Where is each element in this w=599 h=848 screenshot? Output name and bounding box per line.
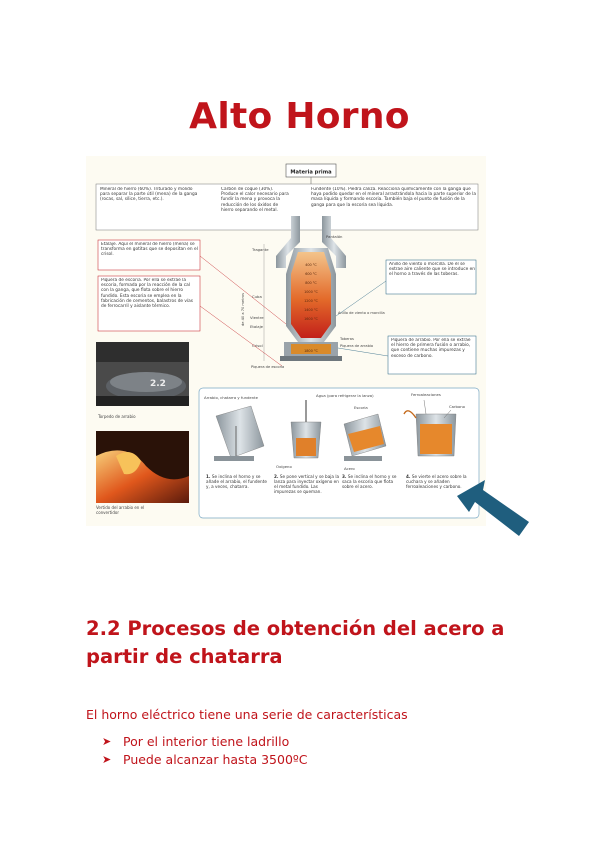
figure-svg [86,156,486,526]
list-item: ➤ Puede alcanzar hasta 3500ºC [102,752,308,767]
torpedo-caption: Torpedo de arrabio [98,414,136,419]
tragante-label: Tragante [252,247,269,252]
blast-furnace-figure [86,156,486,526]
toberas-label: Toberas [340,337,354,341]
temp-label: 800 °C [305,281,317,285]
torpedo-photo [96,342,189,406]
page-title: Alto Horno [189,96,410,137]
section-heading: 2.2 Procesos de obtención del acero a partir de chatarra [86,617,505,668]
carbon-text: Carbón de coque (30%). Produce el calor necesario para fundir la mena y provoca la reducción de los óxidos de hierro separando el metal. [221,187,289,213]
crisol-label: Crisol [252,343,263,348]
piquera-arrabio-text: Piquera de arrabio. Por ella se extrae el hierro de primera fusión o arrabio, que contiene muchas impurezas y exceso de carbono. [391,338,471,359]
chevron-right-icon: ➤ [102,735,112,748]
oxigeno-label: Oxígeno [276,464,292,469]
list-item: ➤ Por el interior tiene ladrillo [102,734,290,749]
etalaje-text: Etalaje. Aquí el mineral de hierro (mena) se transforma en gotitas que se depositan en el crisol. [101,242,198,258]
blast-furnace-diagram [276,216,346,361]
vertido-caption: Vertido del arrabio en el convertidor [96,505,145,515]
materia-prima-label: Materia prima [290,169,332,176]
chevron-right-icon: ➤ [102,753,112,766]
temp-label: 600 °C [305,272,317,276]
pantalon-label: Pantalón [326,234,343,239]
temp-label: 1600 °C [304,317,318,321]
arrabio-label: Arrabio, chatarra y fundente [204,395,258,400]
carbono-label: Carbono [449,404,466,409]
temp-label: 1400 °C [304,308,318,312]
temp-label: 1200 °C [304,299,318,303]
step-1: 1. Se inclina el horno y se añade el arrabio, el fundente y, a veces, chatarra. [206,474,267,490]
mineral-text: Mineral de hierro (60%). Triturado y molido para separar la parte útil (mena) de la ganga (rocas, sal, sílice, tierra, etc.). [100,187,198,203]
feature-list [102,733,308,769]
piquera-escoria-text: Piquera de escoria. Por ella se extrae la escoria, formada por la reacción de la cal con la ganga, que flota sobre el hierro fundido. Esta escoria se emplea en la fabricación de cementos, balastros de vías de ferrocarril y aislante térmico. [101,278,194,310]
torpedo-number: 2.2 [150,379,166,389]
fundente-text: Fundente (10%). Piedra caliza. Reacciona químicamente con la ganga que haya podido quedar en el mineral arrastrándola hacia la parte superior de la masa líquida y formando escoria. También baja el punto de fusión de la ganga para que la escoria sea líquida. [311,187,476,208]
step-2: 2. Se pone vertical y se baja la lanza para inyectar oxígeno en el metal fundido. Las impurezas se queman. [274,474,340,495]
piquera-arrabio-small: Piquera de arrabio [340,344,374,348]
vertido-photo [96,431,189,503]
etalaje-label: Etalaje [250,324,263,329]
pointer-arrow-icon [455,478,535,542]
temp-label: 1000 °C [304,290,318,294]
intro-paragraph: El horno eléctrico tiene una serie de características [86,707,408,722]
piquera-escoria-small: Piquera de escoria [251,365,285,369]
escoria-label: Escoria [354,405,368,410]
step-3: 3. Se inclina el horno y se saca la escoria que flota sobre el acero. [342,474,397,490]
anillo-small-label: Anillo de viento o morcilla [338,311,385,315]
step-4: 4. Se vierte el acero sobre la cuchara y se añaden ferroaleaciones y carbono. [406,474,467,490]
altura-label: de 40 a 70 metros [241,293,245,326]
acero-label: Acero [344,466,355,471]
vientre-label: Vientre [250,315,264,320]
agua-label: Agua (para refrigerar la lanza) [316,393,374,398]
temp-label: 400 °C [305,263,317,267]
cuba-label: Cuba [252,294,262,299]
temp-label: 1800 °C [304,349,318,353]
ferro-label: Ferroaleaciones [411,392,441,397]
anillo-text: Anillo de viento o morcilla. De él se extrae aire caliente que se introduce en el horno a través de las toberas. [389,262,475,278]
